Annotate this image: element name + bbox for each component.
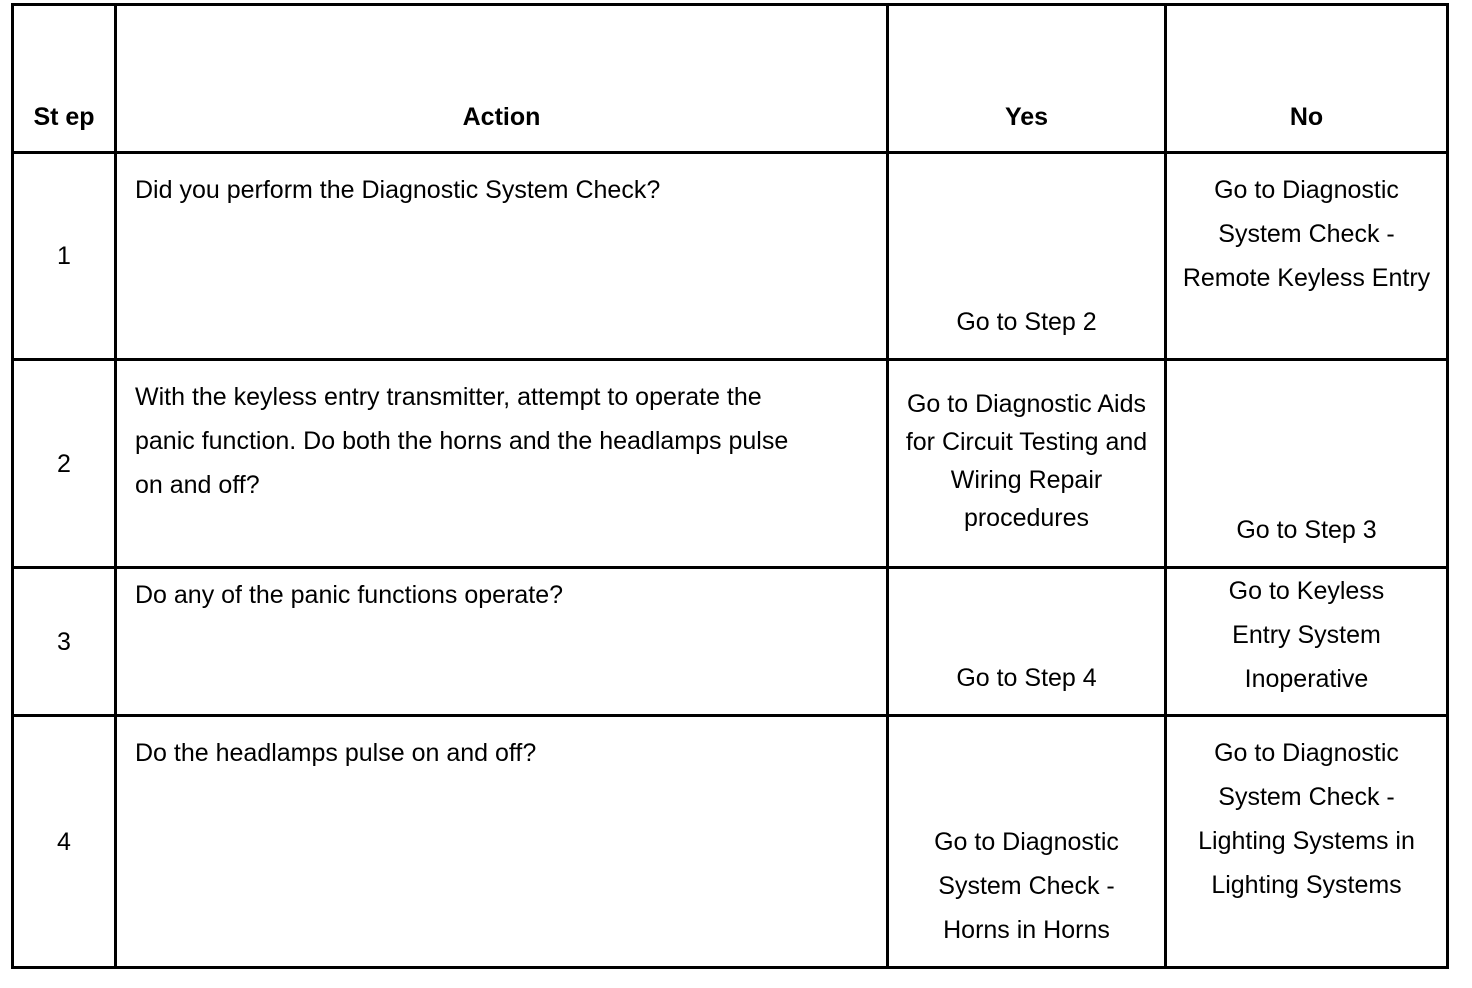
table-row (13, 153, 1448, 360)
header-yes: Yes (888, 5, 1166, 153)
no-result: Go to Diagnostic System Check - Remote Keyless Entry (1166, 153, 1448, 360)
no-result: Go to Step 3 (1166, 360, 1448, 568)
step-number: 1 (13, 153, 116, 360)
header-step: St ep (13, 5, 116, 153)
diagnostic-table (11, 3, 1449, 969)
step-number: 2 (13, 360, 116, 568)
action-text: Do any of the panic functions operate? (116, 568, 888, 716)
step-number: 4 (13, 716, 116, 968)
table-header-row (13, 5, 1448, 153)
yes-result: Go to Diagnostic System Check - Horns in Horns (888, 716, 1166, 968)
yes-result: Go to Step 4 (888, 568, 1166, 716)
table-row (13, 716, 1448, 968)
yes-result: Go to Diagnostic Aids for Circuit Testing and Wiring Repair procedures (888, 360, 1166, 568)
header-no: No (1166, 5, 1448, 153)
yes-result: Go to Step 2 (888, 153, 1166, 360)
action-text: With the keyless entry transmitter, attempt to operate the panic function. Do both the horns and the headlamps pulse on and off? (116, 360, 888, 568)
action-text: Did you perform the Diagnostic System Check? (116, 153, 888, 360)
header-action: Action (116, 5, 888, 153)
no-result: Go to Keyless Entry System Inoperative (1166, 568, 1448, 716)
step-number: 3 (13, 568, 116, 716)
no-result: Go to Diagnostic System Check - Lighting Systems in Lighting Systems (1166, 716, 1448, 968)
action-text: Do the headlamps pulse on and off? (116, 716, 888, 968)
table-row (13, 568, 1448, 716)
table-row (13, 360, 1448, 568)
